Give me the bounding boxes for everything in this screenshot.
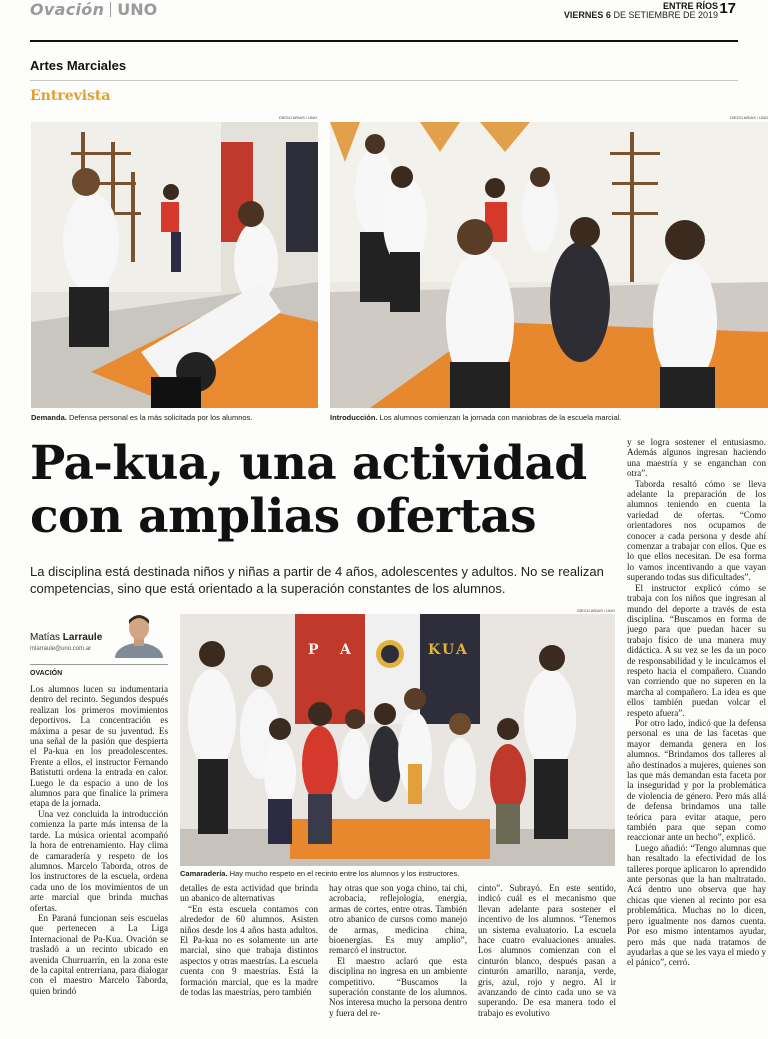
author-agency: OVACIÓN <box>30 670 63 677</box>
paragraph: Los alumnos lucen su indumentaria dentro del recinto. Segundos después realizan los primeros movimientos deportivos. La concentración es máxima a pesar de su juventud. Es una señal de la pasión que despierta el Pa-kua en los preadolescentes. Frente a ellos, el instructor Fernando Batistutti ordena la entrada en calor. Luego le da espacio a uno de los alumnos para que finalice la primera etapa de la jornada. <box>30 684 168 809</box>
article-column-1 <box>30 684 168 1036</box>
deck: La disciplina está destinada niños y niñas a partir de 4 años, adolescentes y adultos. No se realizan competencias, sino que está orientado a la superación constantes de los alumnos. <box>30 564 604 596</box>
paragraph: Luego añadió: “Tengo alumnas que han resaltado la efectividad de los talleres porque aplicaron lo aprendido ante personas que la han maltratado. Acá dentro uno observa que hay chicas que vienen al recinto por esa problemática. Muchas no lo dicen, pero igualmente nos damos cuenta. Por eso mismo intentamos ayudar, pero más que nada tratamos de ayudarlas a que se les vaya el miedo y el pánico”, cerró. <box>627 842 766 968</box>
banner-letter: A <box>456 642 467 658</box>
paragraph: El instructor explicó cómo se trabaja con los niños que ingresan al mundo del deporte a través de esta disciplina. “Buscamos en forma de juego para que puedan hacer su trabajo físico de una manera muy didáctica. A su vez se les da un poco de responsabilidad y le inculcamos el respeto hacia el compañero. Cuando van corriendo que no superen en la marcha al compañero. La idea es que ellos también puedan volcar el respeto afuera”. <box>627 582 766 718</box>
author-avatar <box>112 612 166 658</box>
photo-group <box>180 614 615 866</box>
paragraph: En Paraná funcionan seis escuelas que pertenecen a La Liga Internacional de Pa-Kua. Ovación se trasladó a un recinto ubicado en avenida Churruarrín, en la zona este de la capital entrerriana, para dialogar con el maestro Marcelo Taborda, quien brindó <box>30 912 168 996</box>
caption-text: Los alumnos comienzan la jornada con maniobras de la escuela marcial. <box>377 413 622 422</box>
section-rule <box>30 80 738 81</box>
paragraph: Una vez concluida la introducción comienza la parte más intensa de la tarde. La música oriental acompañó la hora de entrenamiento. Hay clima de camaradería y respeto de los alumnos. Marcelo Taborda, otros de los instructores de la escuela, ordena cada uno de los movimientos de un arte marcial que brinda muchas ofertas. <box>30 808 168 913</box>
caption-lead: Camaradería. <box>180 869 228 878</box>
paragraph: cinto”. Subrayó. En este sentido, indicó cuál es el mecanismo que llevan adelante para sostener el incentivo de los alumnos. “Tenemos un sistema evaluatorio. La escuela hace cuatro evaluaciones anuales. Los alumnos comienzan con el cinturón blanco, después pasan a cinturón amarillo, naranja, verde, gris, azul, rojo y negro. Al ir avanzando de cinto cada uno se va superando. De esa manera todo el trabajo es evolutivo <box>478 883 616 1018</box>
masthead-region: ENTRE RÍOS <box>662 1 718 11</box>
photo-introduction <box>330 122 768 408</box>
author-email: mlarraule@uno.com.ar <box>30 646 92 652</box>
photo-credit-left: DIEGO ARIAS / UNO <box>278 115 317 120</box>
banner-letter: P <box>308 642 319 658</box>
caption-text: Hay mucho respeto en el recinto entre los alumnos y los instructores. <box>227 869 460 878</box>
photo-credit-right: DIEGO ARIAS / UNO <box>729 115 768 120</box>
section-title: Artes Marciales <box>30 58 127 73</box>
date-day-name: VIERNES <box>563 10 604 20</box>
author-rule <box>30 664 168 665</box>
paragraph: El maestro aclaró que esta disciplina no ingresa en un ambiente competitivo. “Buscamos la superación constante de los alumnos. Nos interesa mucho la persona dentro y fuera del re- <box>329 955 467 1018</box>
caption-text: Defensa personal es la más solicitada por los alumnos. <box>66 413 253 422</box>
paragraph: detalles de esta actividad que brinda un abanico de alternativas <box>180 883 318 904</box>
banner-letter: A <box>340 642 351 658</box>
author-name <box>30 632 102 643</box>
caption-lead: Introducción. <box>330 413 378 422</box>
caption-lead: Demanda. <box>31 413 67 422</box>
banner-letter: U <box>442 642 455 658</box>
masthead-brand <box>30 0 157 19</box>
paragraph: y se logra sostener el entusiasmo. Además algunos ingresan haciendo una maestría y se enganchan con otra”. <box>627 437 766 479</box>
page-number: 17 <box>719 0 736 17</box>
paragraph: Taborda resaltó cómo se lleva adelante la preparación de los alumnos teniendo en cuenta la variedad de ofertas. “Como orientadores nos ocupamos de conocer a cada persona y desde ahí comenzar a trabajar con ellos. Que es lo que ellos necesitan. De esa forma lo vamos incentivando a que vayan superando todas sus dificultades”. <box>627 478 766 583</box>
author-first: Matías <box>30 632 61 643</box>
brand-ovacion: Ovación <box>30 0 105 19</box>
photo-self-defense <box>31 122 318 408</box>
kicker: Entrevista <box>30 88 111 104</box>
masthead-date <box>564 10 718 20</box>
headline: Pa-kua, una actividad con amplias ofertas <box>30 436 587 544</box>
article-column-4 <box>478 883 616 1036</box>
caption-self-defense <box>31 413 252 422</box>
top-rule <box>30 40 738 42</box>
article-column-2 <box>180 883 318 1036</box>
caption-group <box>180 869 459 878</box>
author-last: Larraule <box>62 632 103 643</box>
article-column-5 <box>627 437 766 1036</box>
date-day-number: 6 <box>605 10 611 20</box>
brand-uno: UNO <box>117 0 158 19</box>
banner-letter: K <box>428 642 441 658</box>
date-rest: DE SETIEMBRE DE 2019 <box>613 10 718 20</box>
paragraph: Por otro lado, indicó que la defensa personal es una de las facetas que mayor demanda genera en los alumnos. “Brindamos dos talleres al año destinados a mujeres, quienes son las que más demandan esta faceta por la inseguridad y por la problemática de violencia de género. Pero más allá de defensa brindamos una talle teórica para evitar ataque, pero también para que sepan como reaccionar ante un hecho”, explicó. <box>627 717 766 843</box>
article-column-3 <box>329 883 467 1036</box>
paragraph: hay otras que son yoga chino, tai chi, acrobacia, reflejología, energía, armas de cortes, entre otras. También otro abanico de cursos como manejo de armas, medicina china, bioenergías. Es muy amplio”, remarcó el instructor. <box>329 883 467 956</box>
photo-credit-group: DIEGO ARIAS / UNO <box>576 608 615 613</box>
paragraph: “En esta escuela contamos con alrededor de 60 alumnos. Asisten niños desde los 4 años hasta adultos. El Pa-kua no es solamente un arte marcial, sino que trabaja distintos aspectos y otras maestrías. La escuela cuenta con 9 maestrías. Está la formación marcial, que es la madre de todas las maestrías, pero también <box>180 903 318 998</box>
caption-introduction <box>330 413 621 422</box>
